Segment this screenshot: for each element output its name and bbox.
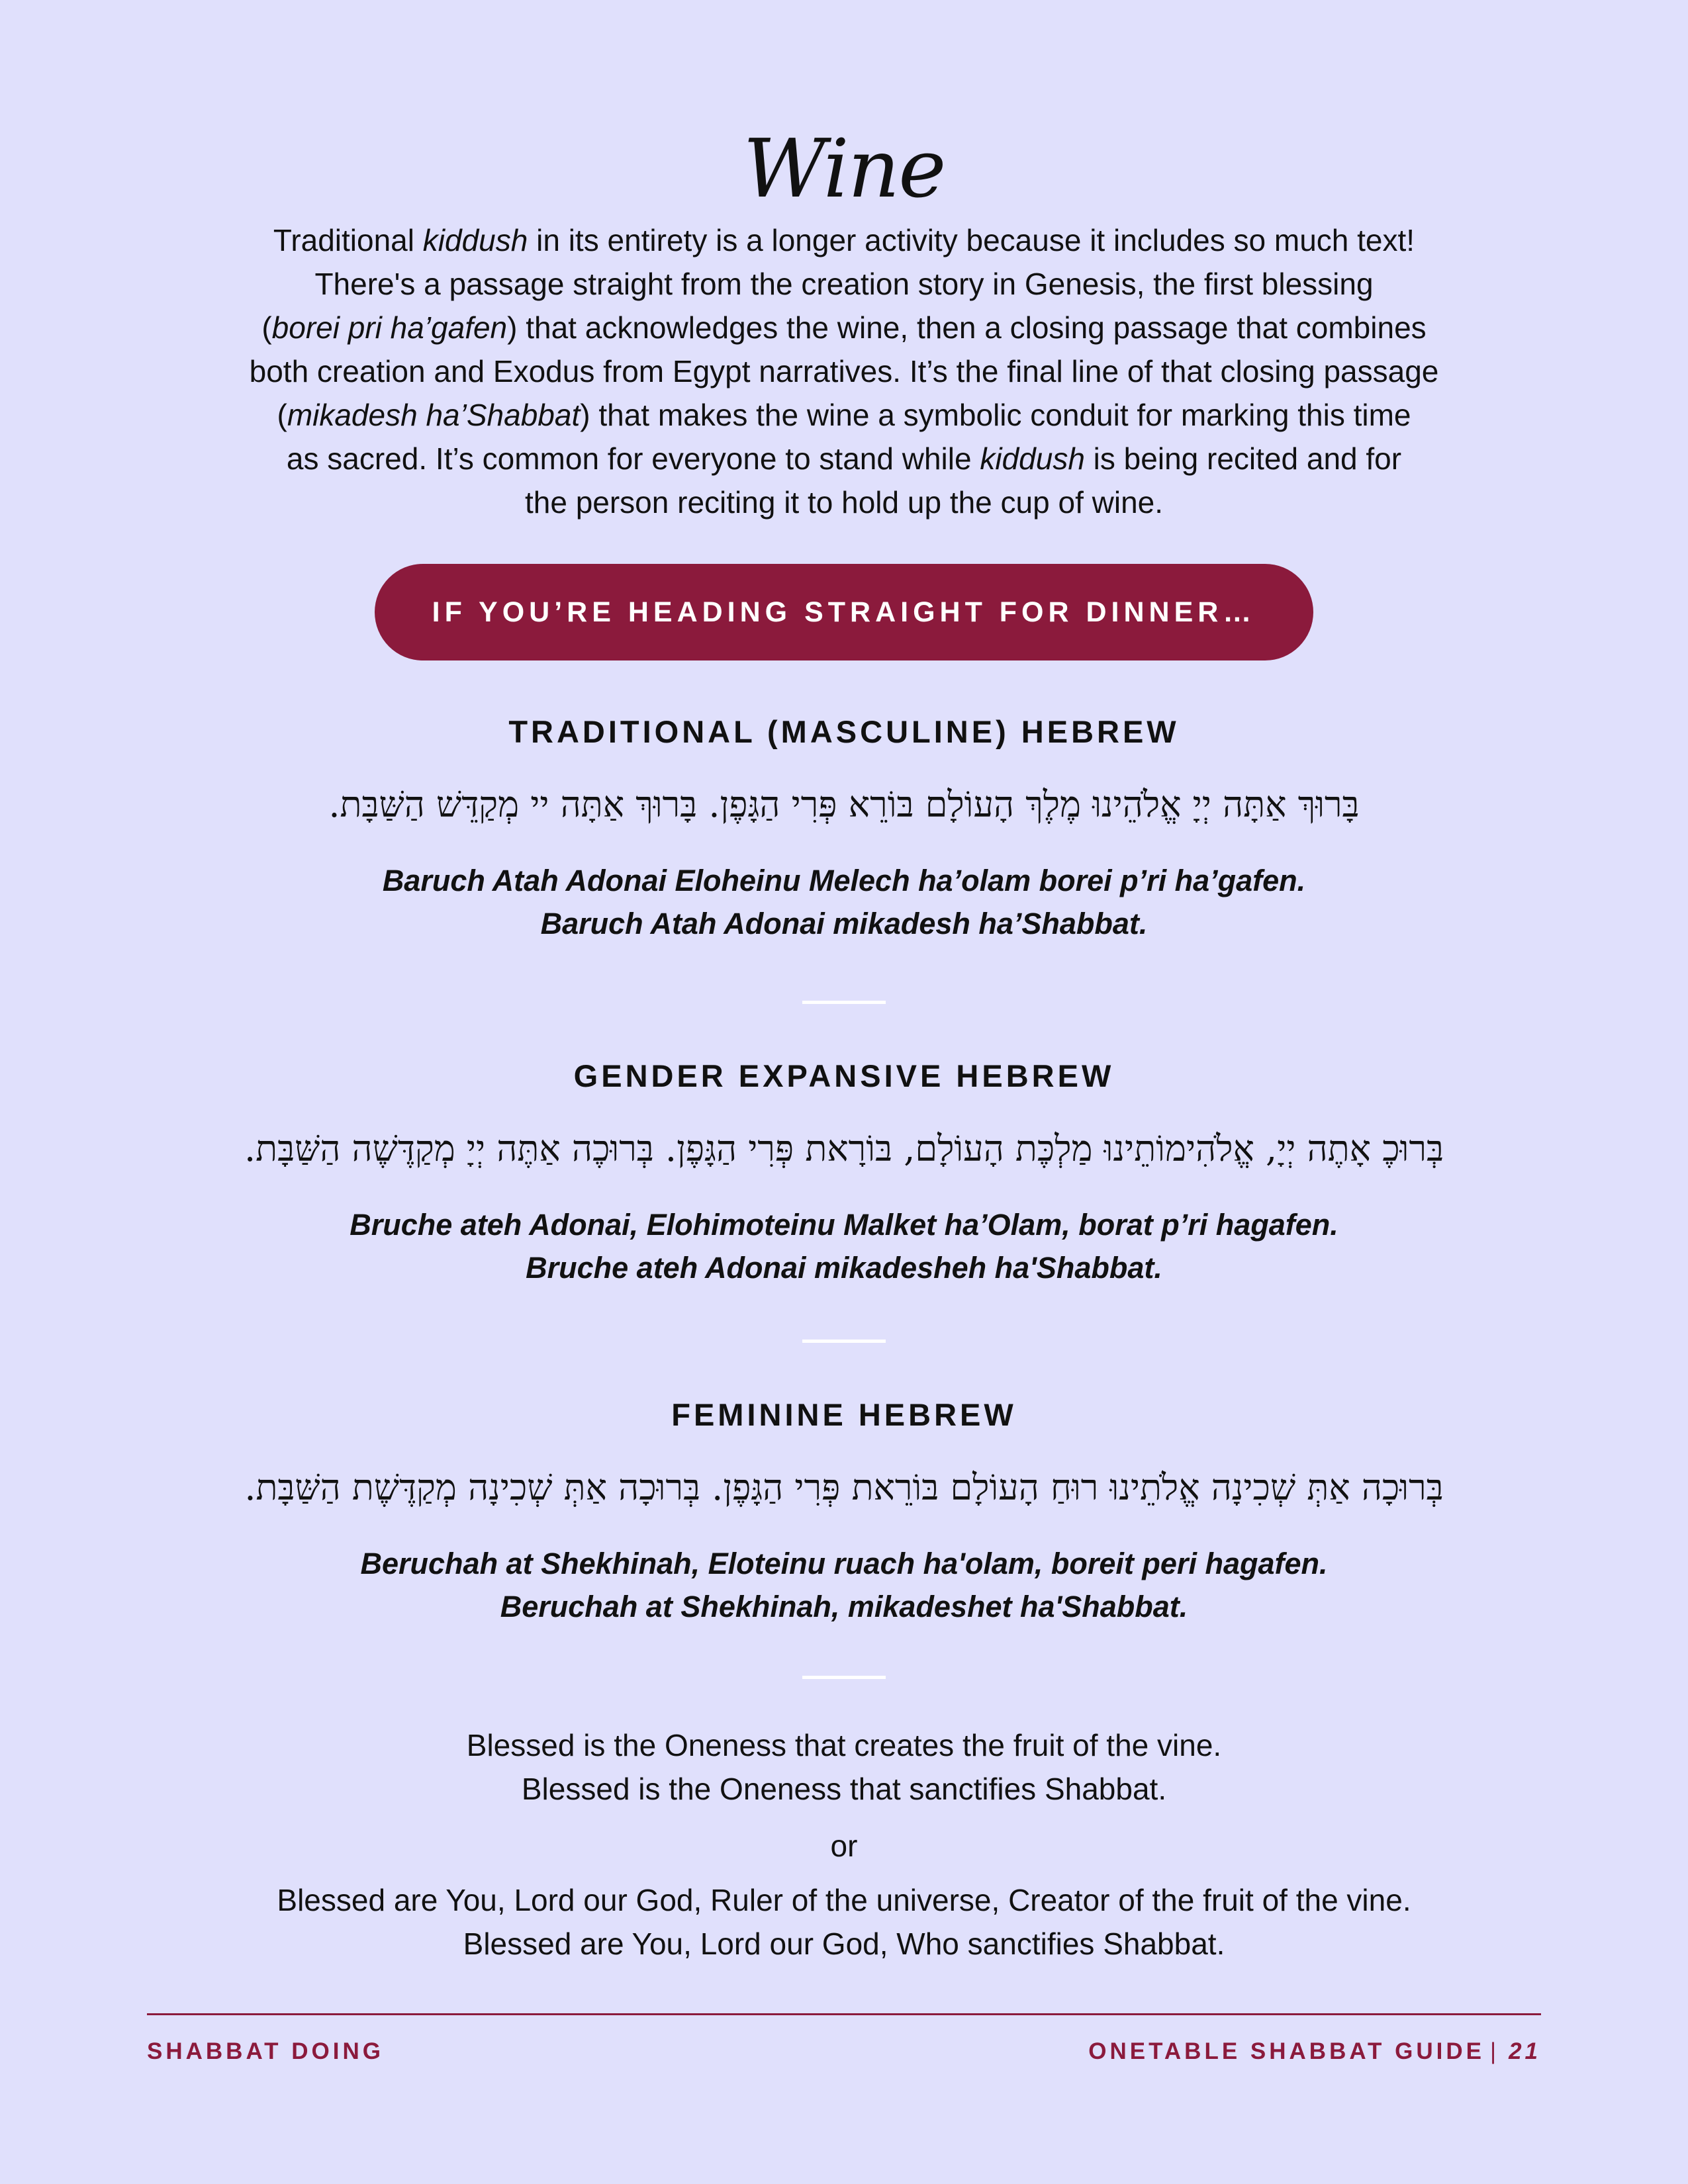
- english-line: Blessed is the Oneness that creates the fruit of the vine.: [466, 1728, 1222, 1762]
- callout-text: IF YOU’RE HEADING STRAIGHT FOR DINNER…: [432, 596, 1256, 628]
- footer-guide-info: [1088, 2038, 1541, 2065]
- italic-term: kiddush: [980, 441, 1085, 476]
- footer-rule: [147, 2013, 1541, 2015]
- transliteration: [0, 1203, 1688, 1289]
- transliteration: [0, 1542, 1688, 1628]
- italic-term: borei pri ha’gafen: [271, 310, 508, 345]
- intro-line: (mikadesh ha’Shabbat) that makes the wine a symbolic conduit for marking this time: [277, 398, 1411, 432]
- english-translation-1: [0, 1723, 1688, 1811]
- footer-guide-name: ONETABLE SHABBAT GUIDE: [1088, 2038, 1485, 2064]
- intro-line: There's a passage straight from the creation story in Genesis, the first blessing: [314, 267, 1374, 301]
- section-divider: [802, 1340, 886, 1343]
- italic-term: kiddush: [422, 223, 528, 257]
- hebrew-blessing: בְּרוּכֶ אָתֶה יְיָ, אֱלֹהִימוֹתֵינוּ מַלְכֶּת הָעוֹלָם, בּוֹרָאת פְּרִי הַגָּפֶן. בְּרוּכֶה אַתֶּה יְיָ מְקַדֶּשֶׁה הַשַּׁבָּת.: [244, 1128, 1444, 1169]
- hebrew-blessing: בְּרוּכָה אַתְּ שְׁכִינָה אֱלֹתֵינוּ רוּחַ הָעוֹלָם בּוֹרֵאת פְּרִי הַגָּפֶן. בְּרוּכָה אַתְּ שְׁכִינָה מְקַדֶּשֶׁת הַשַּׁבָּת.: [244, 1467, 1444, 1508]
- intro-paragraph: [172, 218, 1516, 524]
- english-translation-2: [0, 1878, 1688, 1966]
- intro-line: Traditional kiddush in its entirety is a longer activity because it includes so much text!: [273, 223, 1415, 257]
- transliteration-line: Bruche ateh Adonai, Elohimoteinu Malket ha’Olam, borat p’ri hagafen.: [350, 1208, 1338, 1242]
- section-traditional: [0, 712, 1688, 945]
- transliteration-line: Baruch Atah Adonai Eloheinu Melech ha’olam borei p’ri ha’gafen.: [382, 864, 1306, 897]
- intro-line: the person reciting it to hold up the cup of wine.: [524, 485, 1164, 520]
- page-title: Wine: [743, 122, 945, 216]
- hebrew-blessing: בָּרוּךְ אַתָּה יְיָ אֱלֹהֵינוּ מֶלֶךְ הָעוֹלָם בּוֹרֵא פְּרִי הַגָּפֶן. בָּרוּךְ אַתָּה יי מְקַדֵּשׁ הַשַּׁבָּת.: [328, 784, 1360, 825]
- section-heading: TRADITIONAL (MASCULINE) HEBREW: [508, 714, 1180, 749]
- section-divider: [802, 1676, 886, 1679]
- or-separator: or: [830, 1829, 858, 1863]
- intro-line: both creation and Exodus from Egypt narratives. It’s the final line of that closing passage: [249, 354, 1439, 388]
- english-line: Blessed are You, Lord our God, Ruler of the universe, Creator of the fruit of the vine.: [277, 1883, 1411, 1917]
- section-feminine: [0, 1395, 1688, 1628]
- footer-section-name: SHABBAT DOING: [147, 2038, 384, 2064]
- transliteration: [0, 859, 1688, 945]
- transliteration-line: Beruchah at Shekhinah, Eloteinu ruach ha'olam, boreit peri hagafen.: [360, 1547, 1328, 1580]
- intro-line: as sacred. It’s common for everyone to stand while kiddush is being recited and for: [286, 441, 1402, 476]
- footer-separator: |: [1489, 2038, 1500, 2064]
- english-line: Blessed are You, Lord our God, Who sanctifies Shabbat.: [463, 1927, 1225, 1961]
- english-line: Blessed is the Oneness that sanctifies Shabbat.: [521, 1772, 1167, 1806]
- italic-term: mikadesh ha’Shabbat: [287, 398, 581, 432]
- section-divider: [802, 1001, 886, 1004]
- section-heading: GENDER EXPANSIVE HEBREW: [573, 1058, 1115, 1093]
- section-gender-expansive: [0, 1056, 1688, 1289]
- transliteration-line: Baruch Atah Adonai mikadesh ha’Shabbat.: [540, 907, 1148, 940]
- callout-banner: [375, 564, 1313, 660]
- section-heading: FEMININE HEBREW: [671, 1397, 1017, 1432]
- intro-line: (borei pri ha’gafen) that acknowledges the wine, then a closing passage that combines: [261, 310, 1427, 345]
- page-number: 21: [1509, 2038, 1541, 2064]
- transliteration-line: Beruchah at Shekhinah, mikadeshet ha'Shabbat.: [500, 1590, 1188, 1623]
- transliteration-line: Bruche ateh Adonai mikadesheh ha'Shabbat.: [526, 1251, 1162, 1285]
